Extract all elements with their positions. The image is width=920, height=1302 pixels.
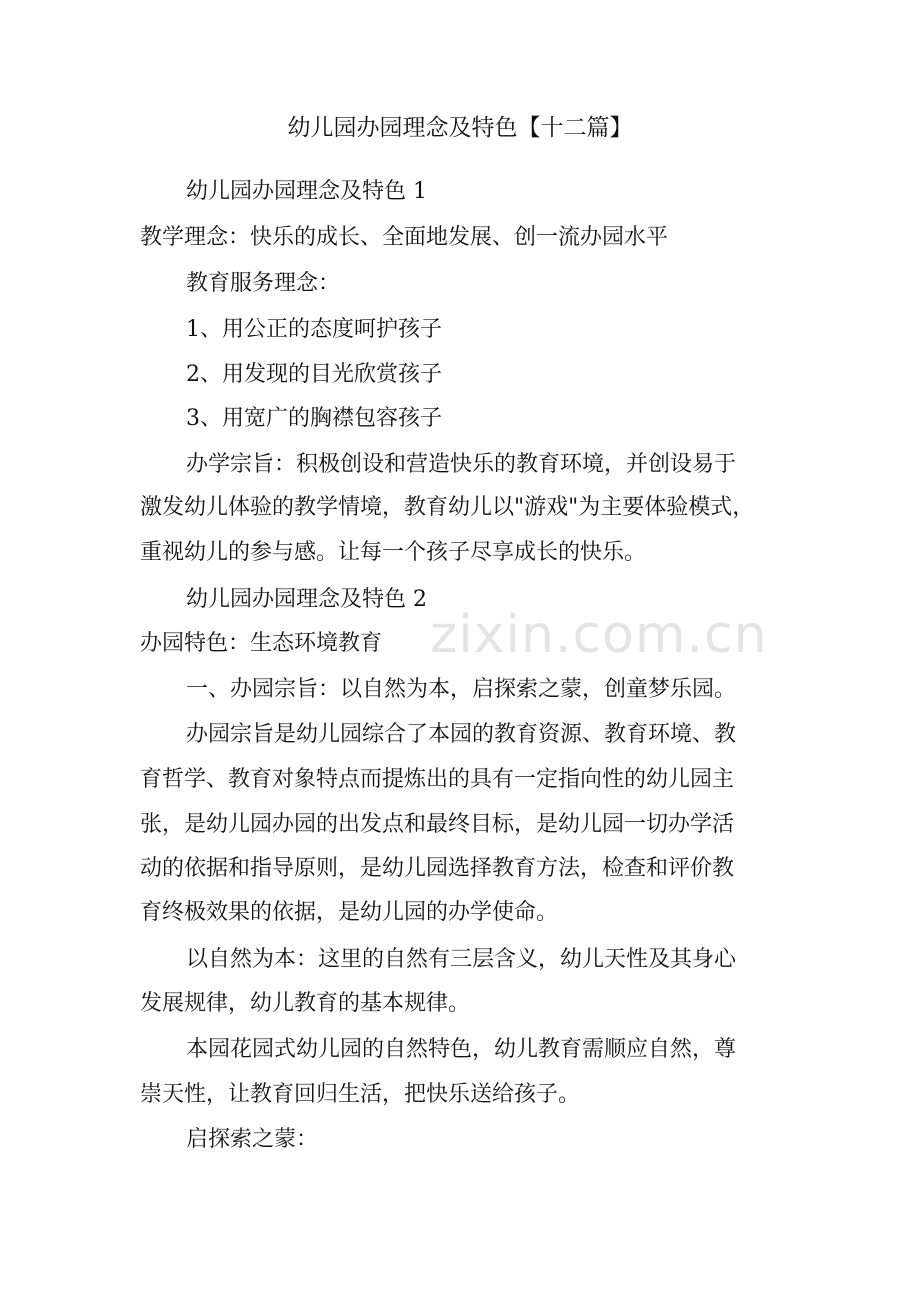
paragraph-line: 一、办园宗旨：以自然为本，启探索之蒙，创童梦乐园。 xyxy=(186,677,737,702)
paragraph-line: 办学宗旨：积极创设和营造快乐的教育环境，并创设易于 xyxy=(186,452,737,477)
watermark: zixin.com.cn xyxy=(430,605,768,665)
paragraph-line: 激发幼儿体验的教学情境，教育幼儿以"游戏"为主要体验模式， xyxy=(140,495,755,520)
paragraph-line: 本园花园式幼儿园的自然特色，幼儿教育需顺应自然，尊 xyxy=(186,1037,737,1062)
list-item: 3、用宽广的胸襟包容孩子 xyxy=(186,406,442,431)
document-title: 幼儿园办园理念及特色【十二篇】 xyxy=(287,115,633,141)
paragraph-line: 办园宗旨是幼儿园综合了本园的教育资源、教育环境、教 xyxy=(186,722,737,747)
section-heading-1: 幼儿园办园理念及特色 1 xyxy=(186,179,427,204)
paragraph-line: 张，是幼儿园办园的出发点和最终目标，是幼儿园一切办学活 xyxy=(140,812,735,837)
paragraph-line: 发展规律，幼儿教育的基本规律。 xyxy=(140,991,471,1016)
paragraph-line: 启探索之蒙： xyxy=(186,1127,319,1152)
section-heading-2: 幼儿园办园理念及特色 2 xyxy=(186,587,427,612)
paragraph-line: 重视幼儿的参与感。让每一个孩子尽享成长的快乐。 xyxy=(140,540,647,565)
paragraph-line: 动的依据和指导原则，是幼儿园选择教育方法，检查和评价教 xyxy=(140,856,735,881)
paragraph-line: 办园特色：生态环境教育 xyxy=(140,631,383,656)
paragraph-line: 崇天性，让教育回归生活，把快乐送给孩子。 xyxy=(140,1082,581,1107)
paragraph-line: 以自然为本：这里的自然有三层含义，幼儿天性及其身心 xyxy=(186,947,737,972)
paragraph-line: 教育服务理念： xyxy=(186,271,341,296)
list-item: 2、用发现的目光欣赏孩子 xyxy=(186,362,442,387)
paragraph-line: 育哲学、教育对象特点而提炼出的具有一定指向性的幼儿园主 xyxy=(140,767,735,792)
paragraph-line: 育终极效果的依据，是幼儿园的办学使命。 xyxy=(140,900,559,925)
list-item: 1、用公正的态度呵护孩子 xyxy=(186,317,442,342)
paragraph-line: 教学理念：快乐的成长、全面地发展、创一流办园水平 xyxy=(140,225,669,250)
